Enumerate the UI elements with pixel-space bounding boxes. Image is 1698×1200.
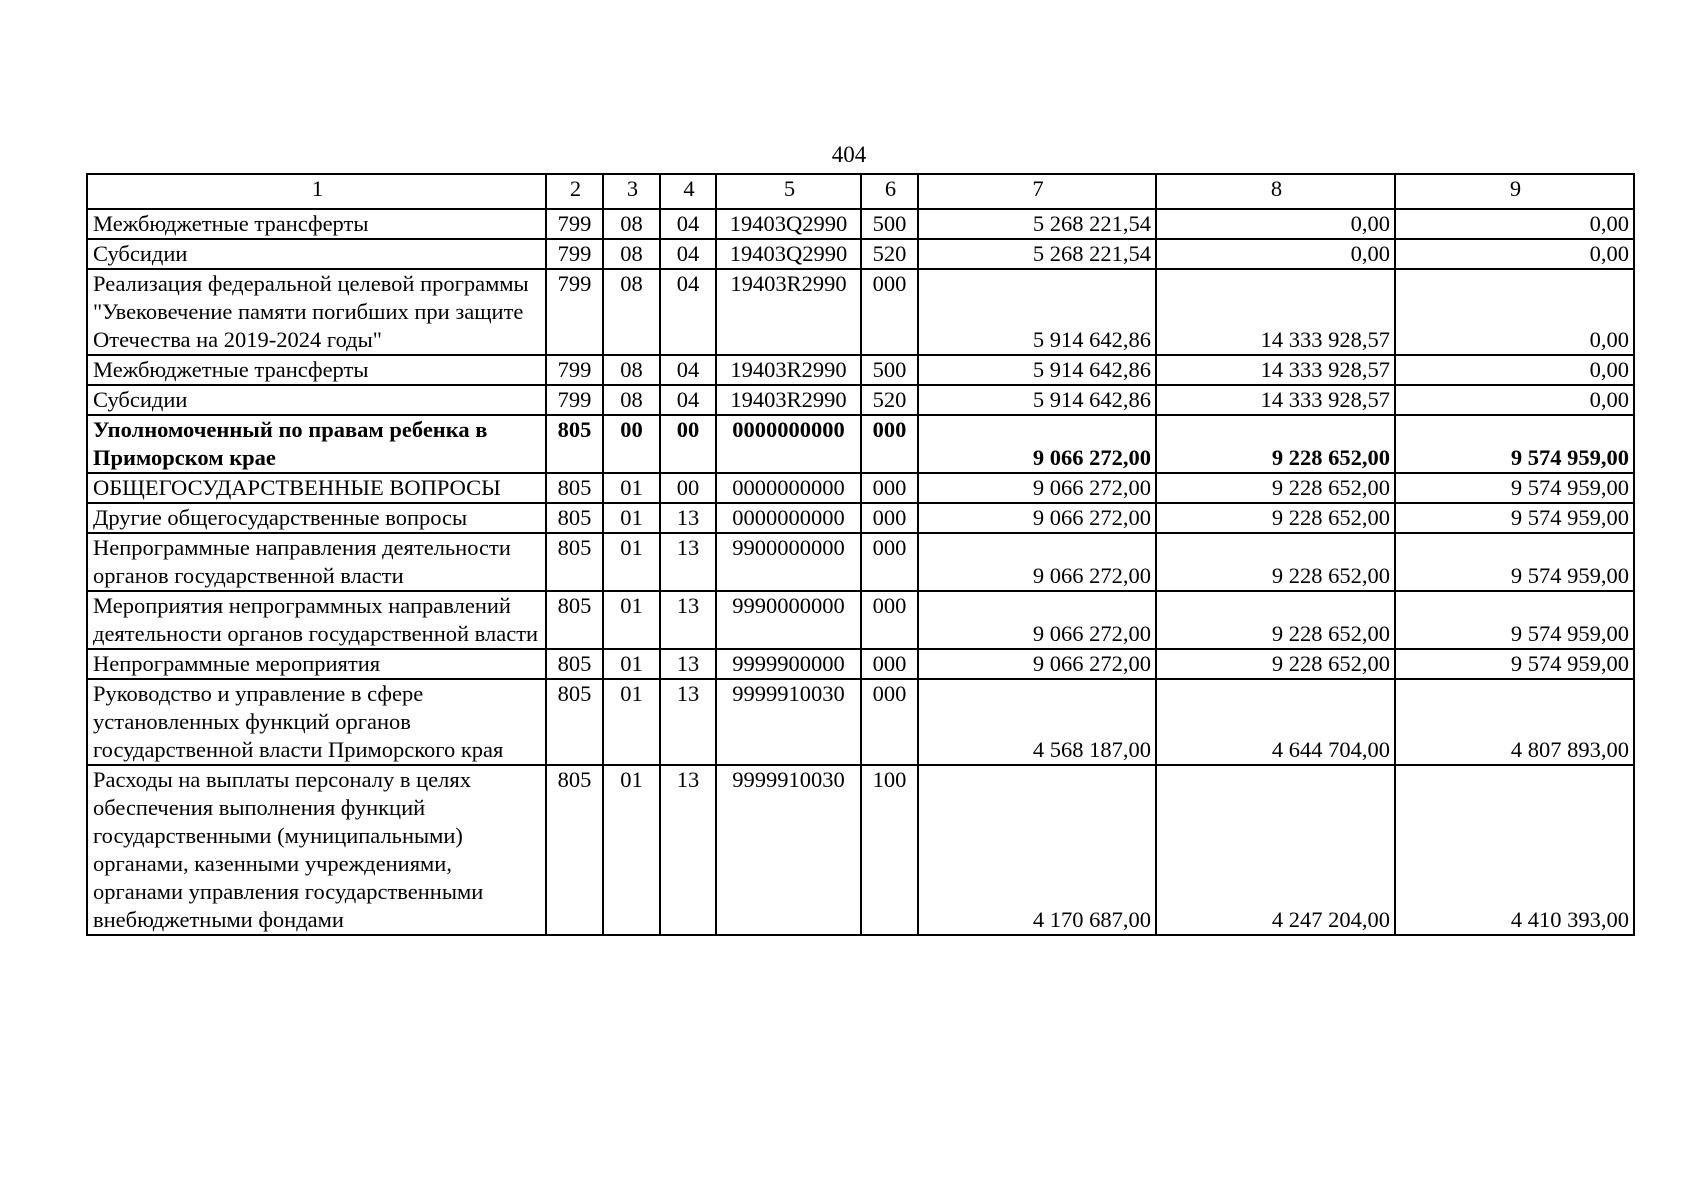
row-name: Непрограммные направления деятельности органов государственной власти	[87, 533, 546, 591]
section-cell: 01	[603, 473, 660, 503]
amount-col8: 14 333 928,57	[1156, 269, 1395, 355]
amount-col7: 9 066 272,00	[918, 649, 1156, 679]
code-cell: 805	[546, 649, 603, 679]
row-name: Реализация федеральной целевой программы "Увековечение памяти погибших при защите Отечества на 2019-2024 годы"	[87, 269, 546, 355]
amount-col9: 0,00	[1395, 385, 1634, 415]
table-row	[87, 355, 1634, 385]
amount-col7: 5 914 642,86	[918, 385, 1156, 415]
target-article-cell: 0000000000	[716, 415, 861, 473]
subsection-cell: 13	[660, 765, 716, 935]
table-row	[87, 503, 1634, 533]
amount-col7: 9 066 272,00	[918, 503, 1156, 533]
code-cell: 799	[546, 269, 603, 355]
row-name: Субсидии	[87, 385, 546, 415]
header-cell: 5	[716, 174, 861, 209]
subsection-cell: 13	[660, 649, 716, 679]
expense-type-cell: 000	[861, 503, 918, 533]
table-row	[87, 415, 1634, 473]
amount-col7: 4 568 187,00	[918, 679, 1156, 765]
amount-col7: 9 066 272,00	[918, 473, 1156, 503]
budget-table	[86, 173, 1635, 936]
expense-type-cell: 100	[861, 765, 918, 935]
row-name: Субсидии	[87, 239, 546, 269]
amount-col8: 4 644 704,00	[1156, 679, 1395, 765]
code-cell: 805	[546, 473, 603, 503]
code-cell: 799	[546, 239, 603, 269]
amount-col7: 5 914 642,86	[918, 269, 1156, 355]
target-article-cell: 9999910030	[716, 679, 861, 765]
row-name: Расходы на выплаты персоналу в целях обеспечения выполнения функций государственными (муниципальными) органами, казенными учреждениями, органами управления государственными внебюджетными фондами	[87, 765, 546, 935]
header-cell: 4	[660, 174, 716, 209]
page-number: 404	[831, 142, 867, 167]
code-cell: 799	[546, 209, 603, 239]
table-row	[87, 473, 1634, 503]
subsection-cell: 04	[660, 239, 716, 269]
header-cell: 3	[603, 174, 660, 209]
target-article-cell: 0000000000	[716, 473, 861, 503]
subsection-cell: 00	[660, 473, 716, 503]
expense-type-cell: 000	[861, 473, 918, 503]
expense-type-cell: 000	[861, 269, 918, 355]
table-row	[87, 649, 1634, 679]
amount-col7: 5 268 221,54	[918, 239, 1156, 269]
target-article-cell: 19403R2990	[716, 385, 861, 415]
section-cell: 08	[603, 209, 660, 239]
section-cell: 01	[603, 679, 660, 765]
amount-col8: 9 228 652,00	[1156, 473, 1395, 503]
header-cell: 9	[1395, 174, 1634, 209]
row-name: ОБЩЕГОСУДАРСТВЕННЫЕ ВОПРОСЫ	[87, 473, 546, 503]
header-cell: 8	[1156, 174, 1395, 209]
section-cell: 01	[603, 591, 660, 649]
section-cell: 08	[603, 385, 660, 415]
code-cell: 805	[546, 503, 603, 533]
amount-col8: 14 333 928,57	[1156, 355, 1395, 385]
amount-col9: 9 574 959,00	[1395, 415, 1634, 473]
subsection-cell: 13	[660, 591, 716, 649]
subsection-cell: 04	[660, 269, 716, 355]
section-cell: 08	[603, 269, 660, 355]
amount-col9: 4 807 893,00	[1395, 679, 1634, 765]
table-body	[87, 174, 1634, 935]
amount-col9: 9 574 959,00	[1395, 591, 1634, 649]
row-name: Межбюджетные трансферты	[87, 209, 546, 239]
code-cell: 799	[546, 355, 603, 385]
expense-type-cell: 000	[861, 679, 918, 765]
amount-col7: 5 268 221,54	[918, 209, 1156, 239]
subsection-cell: 04	[660, 385, 716, 415]
section-cell: 01	[603, 533, 660, 591]
row-name: Непрограммные мероприятия	[87, 649, 546, 679]
target-article-cell: 0000000000	[716, 503, 861, 533]
expense-type-cell: 000	[861, 415, 918, 473]
expense-type-cell: 000	[861, 591, 918, 649]
subsection-cell: 04	[660, 355, 716, 385]
subsection-cell: 13	[660, 679, 716, 765]
target-article-cell: 9999910030	[716, 765, 861, 935]
row-name: Другие общегосударственные вопросы	[87, 503, 546, 533]
section-cell: 01	[603, 765, 660, 935]
code-cell: 805	[546, 591, 603, 649]
amount-col7: 9 066 272,00	[918, 591, 1156, 649]
table-row	[87, 209, 1634, 239]
expense-type-cell: 000	[861, 533, 918, 591]
code-cell: 805	[546, 765, 603, 935]
header-cell: 7	[918, 174, 1156, 209]
code-cell: 805	[546, 415, 603, 473]
target-article-cell: 19403Q2990	[716, 209, 861, 239]
expense-type-cell: 520	[861, 385, 918, 415]
expense-type-cell: 000	[861, 649, 918, 679]
amount-col9: 0,00	[1395, 239, 1634, 269]
amount-col8: 9 228 652,00	[1156, 649, 1395, 679]
code-cell: 799	[546, 385, 603, 415]
row-name: Межбюджетные трансферты	[87, 355, 546, 385]
amount-col8: 0,00	[1156, 209, 1395, 239]
amount-col9: 0,00	[1395, 209, 1634, 239]
amount-col9: 9 574 959,00	[1395, 503, 1634, 533]
amount-col9: 9 574 959,00	[1395, 649, 1634, 679]
header-row	[87, 174, 1634, 209]
amount-col7: 9 066 272,00	[918, 533, 1156, 591]
amount-col7: 9 066 272,00	[918, 415, 1156, 473]
amount-col7: 4 170 687,00	[918, 765, 1156, 935]
subsection-cell: 13	[660, 503, 716, 533]
table-row	[87, 239, 1634, 269]
target-article-cell: 9990000000	[716, 591, 861, 649]
section-cell: 08	[603, 239, 660, 269]
amount-col8: 9 228 652,00	[1156, 533, 1395, 591]
code-cell: 805	[546, 679, 603, 765]
section-cell: 01	[603, 503, 660, 533]
table-row	[87, 591, 1634, 649]
target-article-cell: 19403R2990	[716, 355, 861, 385]
section-cell: 08	[603, 355, 660, 385]
expense-type-cell: 520	[861, 239, 918, 269]
table-row	[87, 269, 1634, 355]
target-article-cell: 19403Q2990	[716, 239, 861, 269]
expense-type-cell: 500	[861, 355, 918, 385]
section-cell: 00	[603, 415, 660, 473]
expense-type-cell: 500	[861, 209, 918, 239]
header-cell: 6	[861, 174, 918, 209]
row-name: Мероприятия непрограммных направлений деятельности органов государственной власти	[87, 591, 546, 649]
amount-col9: 0,00	[1395, 355, 1634, 385]
table-row	[87, 765, 1634, 935]
target-article-cell: 9900000000	[716, 533, 861, 591]
amount-col8: 14 333 928,57	[1156, 385, 1395, 415]
amount-col8: 4 247 204,00	[1156, 765, 1395, 935]
target-article-cell: 9999900000	[716, 649, 861, 679]
row-name: Уполномоченный по правам ребенка в Приморском крае	[87, 415, 546, 473]
header-cell: 2	[546, 174, 603, 209]
section-cell: 01	[603, 649, 660, 679]
table-row	[87, 385, 1634, 415]
amount-col8: 9 228 652,00	[1156, 415, 1395, 473]
amount-col8: 0,00	[1156, 239, 1395, 269]
code-cell: 805	[546, 533, 603, 591]
amount-col9: 9 574 959,00	[1395, 533, 1634, 591]
header-cell: 1	[87, 174, 546, 209]
subsection-cell: 00	[660, 415, 716, 473]
amount-col7: 5 914 642,86	[918, 355, 1156, 385]
amount-col9: 0,00	[1395, 269, 1634, 355]
amount-col8: 9 228 652,00	[1156, 503, 1395, 533]
table-row	[87, 679, 1634, 765]
amount-col9: 9 574 959,00	[1395, 473, 1634, 503]
row-name: Руководство и управление в сфере установленных функций органов государственной власти Приморского края	[87, 679, 546, 765]
table-row	[87, 533, 1634, 591]
target-article-cell: 19403R2990	[716, 269, 861, 355]
subsection-cell: 13	[660, 533, 716, 591]
subsection-cell: 04	[660, 209, 716, 239]
amount-col9: 4 410 393,00	[1395, 765, 1634, 935]
amount-col8: 9 228 652,00	[1156, 591, 1395, 649]
